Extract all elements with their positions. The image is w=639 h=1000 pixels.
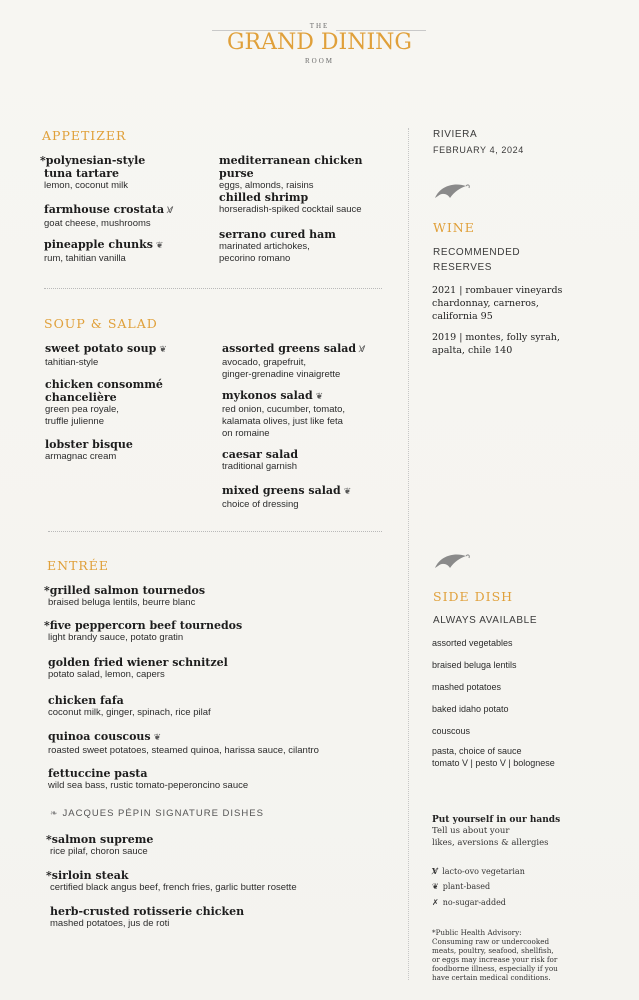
divider [44, 288, 382, 289]
flourish-ornament-icon [432, 180, 472, 202]
menu-item: golden fried wiener schnitzel potato salad, lemon, capers [48, 656, 228, 680]
side-item: mashed potatoes [432, 682, 502, 692]
no-sugar-icon: ✗ [432, 898, 439, 907]
legend-item: V̸ lacto-ovo vegetarian [432, 866, 525, 876]
vegetarian-v-icon: V̸ [359, 345, 366, 355]
logo-title: GRAND DINING [226, 30, 412, 55]
menu-item: farmhouse crostata V̸ goat cheese, mushrooms [44, 203, 174, 229]
menu-item: chilled shrimp horseradish-spiked cocktail sauce [219, 191, 362, 215]
logo-the: THE [309, 22, 330, 30]
public-health-advisory: *Public Health Advisory: Consuming raw or undercooked meats, poultry, seafood, shellfish, or eggs may increase your risk for foodborne illness, especially if you have certain medical conditions. [432, 928, 558, 982]
menu-item: assorted greens salad V̸ avocado, grapefruit, ginger-grenadine vinaigrette [222, 342, 366, 380]
wine-subtitle: RESERVES [433, 262, 493, 273]
wine-subtitle: RECOMMENDED [433, 247, 521, 258]
menu-item: *five peppercorn beef tournedos light brandy sauce, potato gratin [44, 619, 243, 643]
wine-item: 2021 | rombauer vineyards chardonnay, carneros, california 95 [432, 285, 563, 322]
side-item: assorted vegetables [432, 638, 513, 648]
menu-item: sweet potato soup ❦ tahitian-style [45, 342, 167, 368]
menu-item: pineapple chunks ❦ rum, tahitian vanilla [44, 238, 164, 264]
side-item: baked idaho potato [432, 704, 509, 714]
menu-item: fettuccine pasta wild sea bass, rustic tomato-peperoncino sauce [48, 767, 249, 791]
menu-item: lobster bisque armagnac cream [45, 438, 133, 462]
menu-item: *grilled salmon tournedos braised beluga lentils, beurre blanc [44, 584, 206, 608]
leaf-icon: ❦ [153, 733, 162, 743]
leaf-icon: ❦ [315, 392, 324, 402]
leaf-icon: ❦ [159, 345, 167, 355]
menu-item: serrano cured ham marinated artichokes, pecorino romano [219, 228, 336, 264]
leaf-icon: ❦ [155, 241, 164, 251]
restaurant-logo [0, 22, 639, 65]
logo-rule-left [212, 30, 302, 31]
menu-item: *salmon supreme rice pilaf, choron sauce [46, 833, 154, 857]
leaf-icon: ❦ [343, 487, 352, 497]
side-item: pasta, choice of sauce [432, 746, 522, 756]
side-item: braised beluga lentils [432, 660, 517, 670]
entree-heading: ENTRÉE [47, 558, 110, 573]
menu-item: *sirloin steak certified black angus beef, french fries, garlic butter rosette [46, 869, 297, 893]
preferences-note: Put yourself in our hands Tell us about your likes, aversions & allergies [432, 815, 561, 848]
logo-room: ROOM [304, 57, 334, 65]
menu-item: chicken consommé chancelière green pea royale, truffle julienne [45, 378, 163, 427]
menu-item: mediterranean chicken purse eggs, almonds, raisins [219, 154, 363, 191]
divider [48, 531, 382, 532]
menu-item: quinoa couscous ❦ roasted sweet potatoes, steamed quinoa, harissa sauce, cilantro [48, 730, 319, 756]
menu-item: herb-crusted rotisserie chicken mashed potatoes, jus de roti [50, 905, 245, 929]
leaf-icon: ❦ [432, 882, 439, 891]
menu-date: FEBRUARY 4, 2024 [433, 145, 524, 155]
side-item: tomato V | pesto V | bolognese [432, 758, 555, 768]
legend-item: ✗ no-sugar-added [432, 898, 506, 907]
wine-heading: WINE [433, 220, 475, 235]
wine-item: 2019 | montes, folly syrah, apalta, chile 140 [432, 332, 560, 356]
flourish-ornament-icon: ❧ [50, 808, 59, 818]
ship-name: RIVIERA [433, 129, 478, 140]
menu-item: mykonos salad ❦ red onion, cucumber, tomato, kalamata olives, just like feta on romaine [222, 389, 346, 439]
appetizer-heading: APPETIZER [42, 128, 127, 143]
legend-item: ❦ plant-based [432, 882, 491, 891]
side-subtitle: ALWAYS AVAILABLE [433, 615, 538, 626]
side-item: couscous [432, 726, 471, 736]
flourish-ornament-icon [432, 550, 472, 572]
logo-rule-right [336, 30, 426, 31]
signature-dishes-heading: ❧ JACQUES PÉPIN SIGNATURE DISHES [50, 808, 264, 819]
side-dish-heading: SIDE DISH [433, 589, 514, 604]
menu-item: chicken fafa coconut milk, ginger, spinach, rice pilaf [48, 694, 211, 718]
vegetarian-v-icon: V̸ [432, 866, 439, 876]
menu-item: *polynesian-style tuna tartare lemon, coconut milk [40, 154, 146, 191]
menu-item: mixed greens salad ❦ choice of dressing [222, 484, 352, 510]
vegetarian-v-icon: V̸ [167, 206, 174, 216]
soup-salad-heading: SOUP & SALAD [44, 316, 158, 331]
column-divider [408, 128, 409, 980]
menu-item: caesar salad traditional garnish [222, 448, 299, 472]
